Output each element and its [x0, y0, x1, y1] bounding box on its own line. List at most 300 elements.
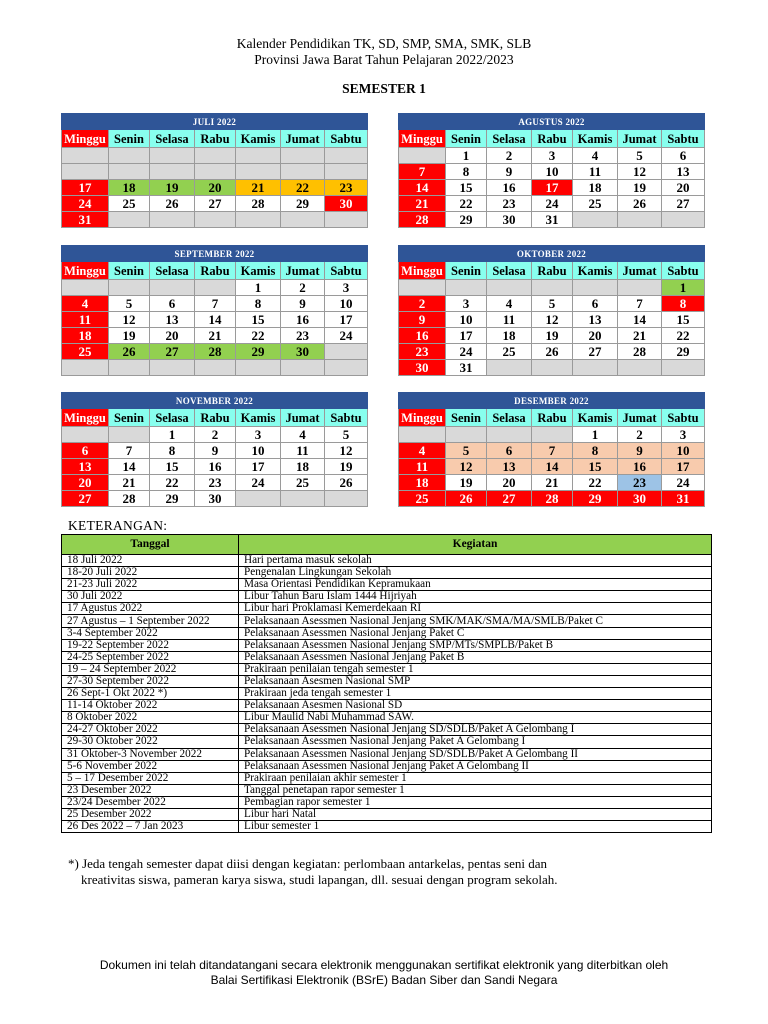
empty-cell	[236, 148, 281, 164]
date-cell: 9	[399, 312, 446, 328]
date-cell: 4	[573, 148, 618, 164]
empty-cell	[487, 360, 532, 376]
keterangan-row	[62, 712, 712, 724]
empty-cell	[487, 280, 532, 296]
date-cell: 20	[195, 180, 236, 196]
date-cell: 1	[573, 427, 618, 443]
date-cell: 29	[662, 344, 705, 360]
date-cell: 27	[573, 344, 618, 360]
keterangan-row	[62, 627, 712, 639]
date-cell: 18	[487, 328, 532, 344]
empty-cell	[532, 360, 573, 376]
date-cell: 24	[662, 475, 705, 491]
empty-cell	[236, 212, 281, 228]
empty-cell	[195, 148, 236, 164]
date-cell: 31	[62, 212, 109, 228]
date-cell: 2	[195, 427, 236, 443]
keterangan-row	[62, 808, 712, 820]
kegiatan-cell: Pelaksanaan Asessmen Nasional Jenjang SMK/MAK/SMA/MA/SMLB/Paket C	[239, 615, 712, 627]
semester-heading: SEMESTER 1	[342, 81, 426, 96]
empty-cell	[109, 164, 150, 180]
date-cell: 8	[446, 164, 487, 180]
date-cell: 16	[399, 328, 446, 344]
date-cell: 13	[573, 312, 618, 328]
empty-cell	[662, 212, 705, 228]
date-cell: 1	[236, 280, 281, 296]
month-name: SEPTEMBER 2022	[62, 246, 368, 262]
date-cell: 12	[446, 459, 487, 475]
date-cell: 16	[618, 459, 662, 475]
date-cell: 21	[399, 196, 446, 212]
date-cell: 30	[281, 344, 325, 360]
week-row	[62, 280, 368, 296]
month-name: DESEMBER 2022	[399, 393, 705, 409]
date-cell: 20	[150, 328, 195, 344]
kegiatan-cell: Prakiraan penilaian akhir semester 1	[239, 772, 712, 784]
date-cell: 6	[62, 443, 109, 459]
date-cell: 2	[399, 296, 446, 312]
week-row	[62, 196, 368, 212]
date-cell: 3	[446, 296, 487, 312]
date-cell: 20	[662, 180, 705, 196]
month-table-3	[61, 245, 368, 376]
empty-cell	[62, 280, 109, 296]
date-cell: 22	[236, 328, 281, 344]
date-cell: 25	[573, 196, 618, 212]
day-name-header: Rabu	[195, 130, 236, 148]
date-cell: 30	[487, 212, 532, 228]
date-cell: 12	[532, 312, 573, 328]
week-row	[62, 360, 368, 376]
date-cell: 28	[109, 491, 150, 507]
tanggal-cell: 31 Oktober-3 November 2022	[62, 748, 239, 760]
date-cell: 10	[325, 296, 368, 312]
empty-cell	[281, 491, 325, 507]
date-cell: 13	[487, 459, 532, 475]
date-cell: 22	[446, 196, 487, 212]
date-cell: 25	[62, 344, 109, 360]
kegiatan-cell: Pembagian rapor semester 1	[239, 796, 712, 808]
date-cell: 9	[618, 443, 662, 459]
week-row	[399, 360, 705, 376]
empty-cell	[62, 360, 109, 376]
date-cell: 16	[487, 180, 532, 196]
day-name-header: Sabtu	[325, 262, 368, 280]
date-cell: 14	[399, 180, 446, 196]
date-cell: 31	[662, 491, 705, 507]
tanggal-cell: 18 Juli 2022	[62, 555, 239, 567]
date-cell: 23	[195, 475, 236, 491]
date-cell: 30	[399, 360, 446, 376]
date-cell: 27	[62, 491, 109, 507]
date-cell: 15	[662, 312, 705, 328]
date-cell: 22	[662, 328, 705, 344]
date-cell: 2	[618, 427, 662, 443]
date-cell: 19	[325, 459, 368, 475]
week-row	[62, 491, 368, 507]
date-cell: 19	[446, 475, 487, 491]
date-cell: 3	[532, 148, 573, 164]
date-cell: 19	[109, 328, 150, 344]
date-cell: 17	[662, 459, 705, 475]
empty-cell	[109, 148, 150, 164]
date-cell: 31	[532, 212, 573, 228]
date-cell: 26	[109, 344, 150, 360]
week-row	[399, 443, 705, 459]
keterangan-row	[62, 675, 712, 687]
day-name-header: Rabu	[532, 130, 573, 148]
keterangan-row	[62, 603, 712, 615]
date-cell: 24	[532, 196, 573, 212]
month-table-2	[398, 113, 705, 228]
week-row	[399, 475, 705, 491]
day-name-header: Kamis	[573, 262, 618, 280]
date-cell: 23	[618, 475, 662, 491]
empty-cell	[325, 344, 368, 360]
date-cell: 12	[109, 312, 150, 328]
week-row	[62, 427, 368, 443]
date-cell: 17	[62, 180, 109, 196]
date-cell: 5	[446, 443, 487, 459]
keterangan-row	[62, 724, 712, 736]
keterangan-row	[62, 748, 712, 760]
kegiatan-cell: Tanggal penetapan rapor semester 1	[239, 784, 712, 796]
date-cell: 28	[195, 344, 236, 360]
kegiatan-cell: Pengenalan Lingkungan Sekolah	[239, 567, 712, 579]
keterangan-row	[62, 760, 712, 772]
date-cell: 20	[62, 475, 109, 491]
day-name-header: Jumat	[618, 262, 662, 280]
month-name: NOVEMBER 2022	[62, 393, 368, 409]
day-name-header: Selasa	[487, 409, 532, 427]
date-cell: 5	[109, 296, 150, 312]
kegiatan-cell: Prakiraan penilaian tengah semester 1	[239, 663, 712, 675]
empty-cell	[195, 280, 236, 296]
kegiatan-cell: Pelaksanaan Asesmen Nasional SMP	[239, 675, 712, 687]
date-cell: 29	[236, 344, 281, 360]
date-cell: 4	[487, 296, 532, 312]
empty-cell	[573, 212, 618, 228]
day-name-header: Senin	[109, 409, 150, 427]
tanggal-cell: 23/24 Desember 2022	[62, 796, 239, 808]
week-row	[62, 296, 368, 312]
date-cell: 19	[532, 328, 573, 344]
empty-cell	[281, 148, 325, 164]
week-row	[62, 164, 368, 180]
empty-cell	[446, 280, 487, 296]
empty-cell	[150, 212, 195, 228]
date-cell: 11	[281, 443, 325, 459]
empty-cell	[618, 212, 662, 228]
date-cell: 21	[195, 328, 236, 344]
empty-cell	[532, 280, 573, 296]
week-row	[399, 459, 705, 475]
date-cell: 28	[399, 212, 446, 228]
empty-cell	[399, 148, 446, 164]
day-name-header: Sabtu	[325, 130, 368, 148]
date-cell: 28	[532, 491, 573, 507]
date-cell: 2	[281, 280, 325, 296]
day-name-header: Selasa	[150, 130, 195, 148]
keterangan-header-row	[62, 535, 712, 555]
date-cell: 29	[446, 212, 487, 228]
day-name-header: Senin	[446, 130, 487, 148]
week-row	[62, 180, 368, 196]
empty-cell	[446, 427, 487, 443]
day-name-header: Kamis	[236, 262, 281, 280]
week-row	[62, 312, 368, 328]
empty-cell	[195, 212, 236, 228]
empty-cell	[573, 280, 618, 296]
date-cell: 31	[446, 360, 487, 376]
date-cell: 22	[281, 180, 325, 196]
date-cell: 11	[399, 459, 446, 475]
date-cell: 30	[325, 196, 368, 212]
empty-cell	[325, 164, 368, 180]
empty-cell	[62, 164, 109, 180]
col-kegiatan-header: Kegiatan	[239, 535, 712, 555]
keterangan-row	[62, 555, 712, 567]
day-name-header: Senin	[446, 262, 487, 280]
date-cell: 15	[236, 312, 281, 328]
week-row	[399, 212, 705, 228]
keterangan-row	[62, 736, 712, 748]
day-name-header: Jumat	[618, 409, 662, 427]
week-row	[399, 148, 705, 164]
date-cell: 1	[446, 148, 487, 164]
tanggal-cell: 21-23 Juli 2022	[62, 579, 239, 591]
date-cell: 9	[281, 296, 325, 312]
kegiatan-cell: Libur hari Natal	[239, 808, 712, 820]
date-cell: 17	[532, 180, 573, 196]
empty-cell	[325, 148, 368, 164]
date-cell: 14	[109, 459, 150, 475]
date-cell: 22	[573, 475, 618, 491]
month-name: OKTOBER 2022	[399, 246, 705, 262]
day-name-header: Jumat	[281, 409, 325, 427]
title-line2: Provinsi Jawa Barat Tahun Pelajaran 2022/2023	[254, 52, 514, 67]
date-cell: 15	[573, 459, 618, 475]
date-cell: 25	[399, 491, 446, 507]
date-cell: 23	[325, 180, 368, 196]
date-cell: 14	[195, 312, 236, 328]
date-cell: 6	[150, 296, 195, 312]
footer-line2: Balai Sertifikasi Elektronik (BSrE) Badan Siber dan Sandi Negara	[210, 973, 558, 987]
date-cell: 7	[109, 443, 150, 459]
day-name-header: Selasa	[150, 409, 195, 427]
day-name-header: Selasa	[487, 262, 532, 280]
tanggal-cell: 30 Juli 2022	[62, 591, 239, 603]
day-name-header: Kamis	[236, 409, 281, 427]
tanggal-cell: 24-27 Oktober 2022	[62, 724, 239, 736]
kegiatan-cell: Pelaksanaan Asessmen Nasional Jenjang SD/SDLB/Paket A Gelombang I	[239, 724, 712, 736]
week-row	[399, 280, 705, 296]
week-row	[399, 312, 705, 328]
month-name: JULI 2022	[62, 114, 368, 130]
footnote	[68, 856, 558, 888]
date-cell: 21	[236, 180, 281, 196]
day-name-header: Minggu	[62, 262, 109, 280]
tanggal-cell: 17 Agustus 2022	[62, 603, 239, 615]
date-cell: 25	[487, 344, 532, 360]
kegiatan-cell: Pelaksanaan Asessmen Nasional Jenjang SD/SDLB/Paket A Gelombang II	[239, 748, 712, 760]
keterangan-row	[62, 700, 712, 712]
day-name-header: Jumat	[281, 262, 325, 280]
date-cell: 19	[150, 180, 195, 196]
date-cell: 10	[532, 164, 573, 180]
keterangan-row	[62, 796, 712, 808]
date-cell: 24	[62, 196, 109, 212]
date-cell: 16	[281, 312, 325, 328]
date-cell: 21	[618, 328, 662, 344]
empty-cell	[281, 164, 325, 180]
day-name-header: Rabu	[532, 409, 573, 427]
date-cell: 23	[487, 196, 532, 212]
keterangan-row	[62, 651, 712, 663]
empty-cell	[618, 360, 662, 376]
kegiatan-cell: Masa Orientasi Pendidikan Kepramukaan	[239, 579, 712, 591]
date-cell: 29	[281, 196, 325, 212]
date-cell: 21	[532, 475, 573, 491]
date-cell: 30	[618, 491, 662, 507]
tanggal-cell: 23 Desember 2022	[62, 784, 239, 796]
date-cell: 8	[662, 296, 705, 312]
date-cell: 5	[618, 148, 662, 164]
day-name-header: Minggu	[62, 409, 109, 427]
date-cell: 26	[618, 196, 662, 212]
date-cell: 11	[62, 312, 109, 328]
date-cell: 8	[150, 443, 195, 459]
empty-cell	[618, 280, 662, 296]
date-cell: 13	[62, 459, 109, 475]
date-cell: 8	[573, 443, 618, 459]
day-name-header: Jumat	[281, 130, 325, 148]
tanggal-cell: 27-30 September 2022	[62, 675, 239, 687]
empty-cell	[150, 360, 195, 376]
date-cell: 24	[236, 475, 281, 491]
tanggal-cell: 26 Des 2022 – 7 Jan 2023	[62, 821, 239, 833]
day-name-header: Senin	[109, 262, 150, 280]
empty-cell	[150, 280, 195, 296]
kegiatan-cell: Pelaksanaan Asesmen Nasional SD	[239, 700, 712, 712]
date-cell: 9	[487, 164, 532, 180]
month-table-5	[61, 392, 368, 507]
tanggal-cell: 18-20 Juli 2022	[62, 567, 239, 579]
date-cell: 3	[662, 427, 705, 443]
empty-cell	[109, 280, 150, 296]
date-cell: 29	[573, 491, 618, 507]
keterangan-title: KETERANGAN:	[68, 518, 168, 533]
kegiatan-cell: Libur semester 1	[239, 821, 712, 833]
title-line1: Kalender Pendidikan TK, SD, SMP, SMA, SMK, SLB	[236, 36, 532, 51]
day-name-header: Sabtu	[662, 262, 705, 280]
keterangan-row	[62, 639, 712, 651]
week-row	[62, 212, 368, 228]
week-row	[62, 148, 368, 164]
kegiatan-cell: Prakiraan jeda tengah semester 1	[239, 688, 712, 700]
date-cell: 27	[662, 196, 705, 212]
week-row	[62, 475, 368, 491]
date-cell: 10	[446, 312, 487, 328]
week-row	[62, 443, 368, 459]
tanggal-cell: 5 – 17 Desember 2022	[62, 772, 239, 784]
date-cell: 26	[532, 344, 573, 360]
date-cell: 9	[195, 443, 236, 459]
empty-cell	[236, 164, 281, 180]
date-cell: 19	[618, 180, 662, 196]
day-name-header: Senin	[446, 409, 487, 427]
day-name-header: Rabu	[532, 262, 573, 280]
date-cell: 23	[281, 328, 325, 344]
date-cell: 11	[487, 312, 532, 328]
kegiatan-cell: Pelaksanaan Asessmen Nasional Jenjang SMP/MTs/SMPLB/Paket B	[239, 639, 712, 651]
date-cell: 4	[62, 296, 109, 312]
date-cell: 7	[532, 443, 573, 459]
keterangan-row	[62, 821, 712, 833]
day-name-header: Sabtu	[325, 409, 368, 427]
col-tanggal-header: Tanggal	[62, 535, 239, 555]
date-cell: 11	[573, 164, 618, 180]
date-cell: 12	[325, 443, 368, 459]
week-row	[399, 328, 705, 344]
date-cell: 5	[325, 427, 368, 443]
tanggal-cell: 24-25 September 2022	[62, 651, 239, 663]
empty-cell	[236, 491, 281, 507]
date-cell: 1	[662, 280, 705, 296]
date-cell: 16	[195, 459, 236, 475]
date-cell: 29	[150, 491, 195, 507]
date-cell: 3	[325, 280, 368, 296]
date-cell: 1	[150, 427, 195, 443]
kegiatan-cell: Libur hari Proklamasi Kemerdekaan RI	[239, 603, 712, 615]
date-cell: 23	[399, 344, 446, 360]
tanggal-cell: 8 Oktober 2022	[62, 712, 239, 724]
empty-cell	[150, 164, 195, 180]
empty-cell	[662, 360, 705, 376]
date-cell: 30	[195, 491, 236, 507]
empty-cell	[150, 148, 195, 164]
month-name: AGUSTUS 2022	[399, 114, 705, 130]
date-cell: 17	[446, 328, 487, 344]
date-cell: 17	[325, 312, 368, 328]
date-cell: 21	[109, 475, 150, 491]
week-row	[399, 344, 705, 360]
footnote-line2: kreativitas siswa, pameran karya siswa, studi lapangan, dll. sesuai dengan program sekolah.	[81, 872, 558, 887]
day-name-header: Minggu	[62, 130, 109, 148]
date-cell: 12	[618, 164, 662, 180]
empty-cell	[325, 360, 368, 376]
month-table-1	[61, 113, 368, 228]
day-name-header: Minggu	[399, 409, 446, 427]
date-cell: 6	[487, 443, 532, 459]
week-row	[62, 328, 368, 344]
date-cell: 18	[573, 180, 618, 196]
date-cell: 24	[446, 344, 487, 360]
day-name-header: Jumat	[618, 130, 662, 148]
empty-cell	[62, 148, 109, 164]
keterangan-row	[62, 784, 712, 796]
footnote-line1: *) Jeda tengah semester dapat diisi dengan kegiatan: perlombaan antarkelas, pentas seni dan	[68, 856, 548, 871]
tanggal-cell: 29-30 Oktober 2022	[62, 736, 239, 748]
day-name-header: Minggu	[399, 262, 446, 280]
day-name-header: Rabu	[195, 262, 236, 280]
signature-footer	[0, 958, 768, 988]
empty-cell	[62, 427, 109, 443]
tanggal-cell: 5-6 November 2022	[62, 760, 239, 772]
week-row	[399, 164, 705, 180]
date-cell: 5	[532, 296, 573, 312]
tanggal-cell: 26 Sept-1 Okt 2022 *)	[62, 688, 239, 700]
